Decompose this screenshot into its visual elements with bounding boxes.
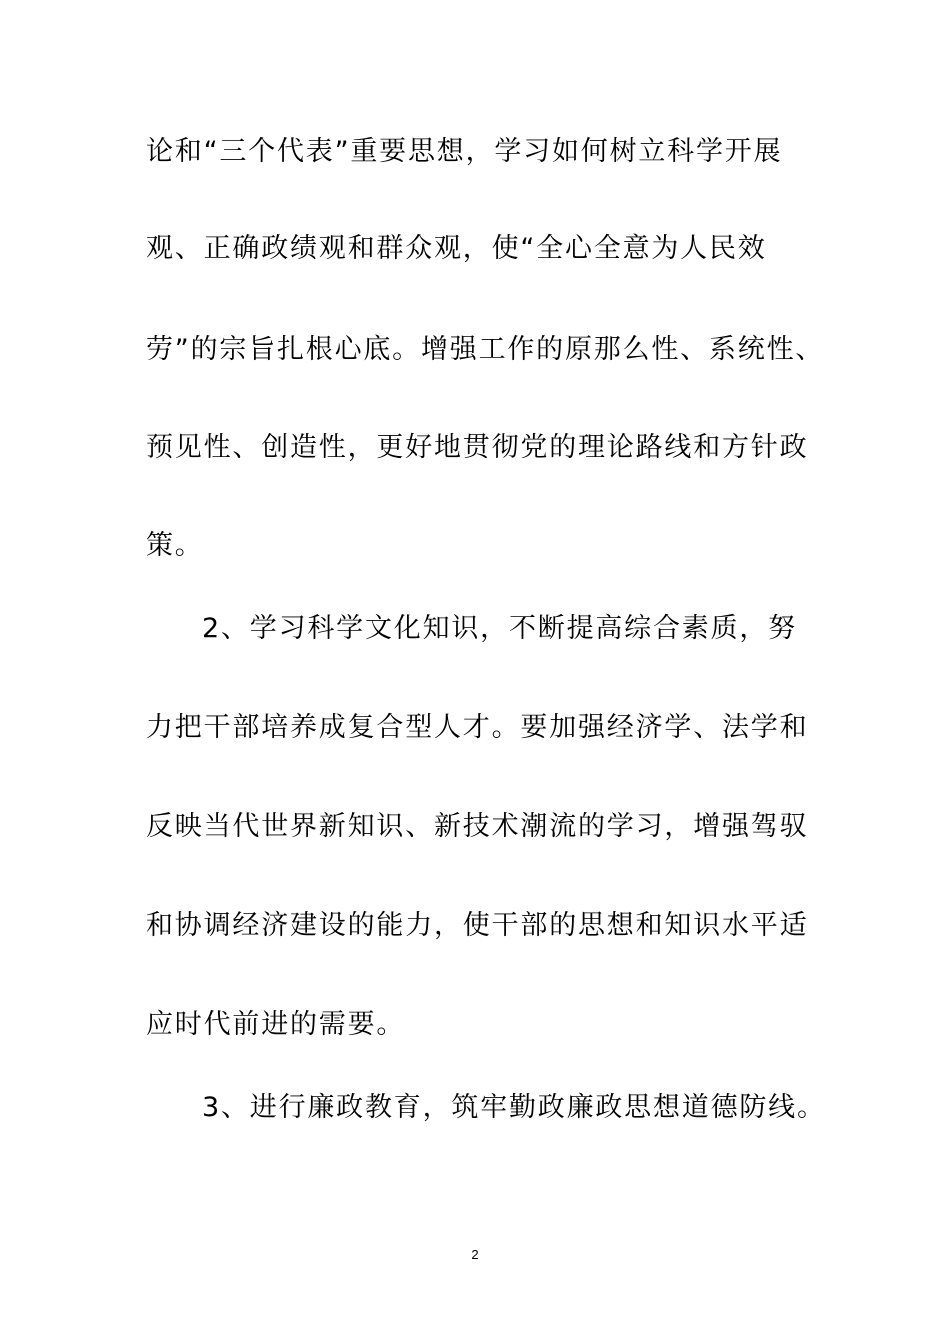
paragraph-2-line-4: 和协调经济建设的能力，使干部的思想和知识水平适 — [146, 910, 809, 941]
paragraph-1-line-4: 预见性、创造性，更好地贯彻党的理论路线和方针政 — [146, 432, 809, 463]
paragraph-3-line-1: 3、进行廉政教育，筑牢勤政廉政思想道德防线。 — [202, 1092, 826, 1123]
paragraph-1-line-5: 策。 — [146, 530, 204, 561]
paragraph-2-line-1: 2、学习科学文化知识，不断提高综合素质，努 — [202, 613, 797, 644]
paragraph-1-line-2: 观、正确政绩观和群众观，使“全心全意为人民效 — [146, 233, 767, 264]
paragraph-2-line-2: 力把干部培养成复合型人才。要加强经济学、法学和 — [146, 712, 809, 743]
paragraph-2-line-5: 应时代前进的需要。 — [146, 1009, 406, 1040]
page-number: 2 — [471, 1247, 479, 1262]
paragraph-2-line-3: 反映当代世界新知识、新技术潮流的学习，增强驾驭 — [146, 811, 809, 842]
paragraph-1-line-3: 劳”的宗旨扎根心底。增强工作的原那么性、系统性、 — [146, 334, 825, 365]
paragraph-1-line-1: 论和“三个代表”重要思想，学习如何树立科学开展 — [146, 136, 783, 167]
